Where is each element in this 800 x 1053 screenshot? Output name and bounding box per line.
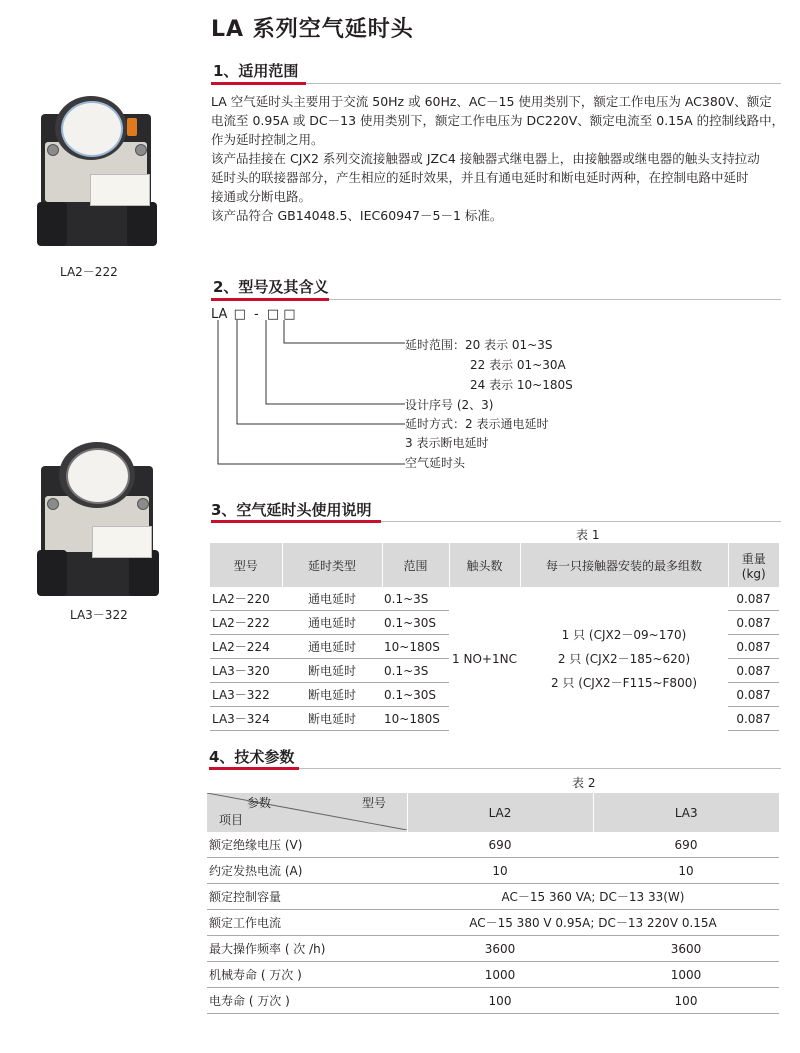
- usage-table: [210, 543, 779, 731]
- cell-la3: 100: [593, 988, 779, 1014]
- table-row: [207, 858, 779, 884]
- connector-design: [266, 320, 405, 404]
- label-range-2: 22 表示 01~30A: [470, 358, 566, 372]
- table-row: [210, 587, 779, 611]
- header-max-groups: 每一只接触器安装的最多组数: [520, 543, 728, 587]
- header-weight-label: 重量: [741, 551, 766, 566]
- label-range-1: 延时范围：20 表示 01~3S: [405, 338, 553, 352]
- section-1-heading: 1、适用范围: [213, 62, 299, 80]
- table-1-caption: 表 1: [576, 528, 600, 542]
- cell-item: 约定发热电流 (A): [207, 858, 407, 884]
- cell-range: 0.1~3S: [382, 659, 449, 683]
- table-2-caption: 表 2: [572, 776, 596, 790]
- cell-type: 通电延时: [282, 635, 382, 659]
- cell-weight: 0.087: [728, 611, 779, 635]
- cell-weight: 0.087: [728, 659, 779, 683]
- cell-type: 断电延时: [282, 707, 382, 731]
- model-code-box-2: □: [266, 307, 280, 322]
- tech-params-table: [207, 793, 779, 1014]
- cell-type: 断电延时: [282, 683, 382, 707]
- cell-weight: 0.087: [728, 587, 779, 611]
- cell-range: 10~180S: [382, 707, 449, 731]
- header-range: 范围: [382, 543, 449, 587]
- section-4-accent: [209, 767, 299, 770]
- header-delay-type: 延时类型: [282, 543, 382, 587]
- label-range-3: 24 表示 10~180S: [470, 378, 573, 392]
- corner-item: 项目: [219, 813, 244, 827]
- cell-range: 0.1~3S: [382, 587, 449, 611]
- model-code-prefix: LA: [211, 307, 228, 322]
- cell-model: LA3－320: [210, 659, 282, 683]
- cell-merged: AC－15 380 V 0.95A; DC－13 220V 0.15A: [407, 910, 779, 936]
- cell-range: 0.1~30S: [382, 611, 449, 635]
- page-title: LA 系列空气延时头: [211, 17, 414, 42]
- label-mode-1: 延时方式：2 表示通电延时: [405, 417, 549, 431]
- cell-merged: AC－15 360 VA; DC－13 33(W): [407, 884, 779, 910]
- cell-range: 0.1~30S: [382, 683, 449, 707]
- product-image-la3: [35, 440, 160, 600]
- label-mode-2: 3 表示断电延时: [405, 436, 489, 450]
- cell-groups: [520, 587, 728, 731]
- cell-model: LA3－324: [210, 707, 282, 731]
- cell-type: 通电延时: [282, 611, 382, 635]
- model-code-connector-lines: [200, 318, 420, 478]
- table-row: [207, 884, 779, 910]
- cell-item: 额定工作电流: [207, 910, 407, 936]
- table-row: [207, 910, 779, 936]
- cell-item: 最大操作频率 ( 次 /h): [207, 936, 407, 962]
- cell-item: 电寿命 ( 万次 ): [207, 988, 407, 1014]
- cell-model: LA2－220: [210, 587, 282, 611]
- image-caption-la3: LA3－322: [70, 608, 128, 622]
- cell-item: 额定绝缘电压 (V): [207, 832, 407, 858]
- model-code-box-3: □: [283, 307, 296, 322]
- header-model: 型号: [210, 543, 282, 587]
- table-row: [207, 962, 779, 988]
- cell-la3: 1000: [593, 962, 779, 988]
- section-3-heading: 3、空气延时头使用说明: [211, 501, 372, 519]
- table-header-row: [207, 793, 779, 832]
- connector-head: [218, 320, 405, 464]
- cell-model: LA2－224: [210, 635, 282, 659]
- cell-la2: 10: [407, 858, 593, 884]
- cell-la2: 100: [407, 988, 593, 1014]
- connector-mode: [237, 320, 405, 424]
- paragraph-line: 接通或分断电路。: [211, 189, 312, 204]
- corner-param: 参数: [247, 796, 272, 810]
- table-row: [207, 988, 779, 1014]
- cell-weight: 0.087: [728, 683, 779, 707]
- cell-weight: 0.087: [728, 707, 779, 731]
- table-row: [207, 832, 779, 858]
- cell-la2: 690: [407, 832, 593, 858]
- header-weight: [728, 543, 779, 587]
- cell-la2: 1000: [407, 962, 593, 988]
- cell-type: 断电延时: [282, 659, 382, 683]
- cell-la2: 3600: [407, 936, 593, 962]
- cell-la3: 3600: [593, 936, 779, 962]
- group-line: 2 只 (CJX2－185~620): [557, 651, 691, 666]
- label-design: 设计序号 (2、3): [405, 398, 494, 412]
- label-head: 空气延时头: [405, 456, 466, 470]
- cell-model: LA3－322: [210, 683, 282, 707]
- image-caption-la2: LA2－222: [60, 265, 118, 279]
- header-la2: LA2: [407, 793, 593, 832]
- section-3-accent: [211, 520, 381, 523]
- paragraph-line: 电流至 0.95A 或 DC－13 使用类别下，额定工作电压为 DC220V、额定电流至 0.15A 的控制线路中，: [211, 113, 785, 128]
- cell-item: 额定控制容量: [207, 884, 407, 910]
- cell-item: 机械寿命 ( 万次 ): [207, 962, 407, 988]
- paragraph-line: LA 空气延时头主要用于交流 50Hz 或 60Hz、AC－15 使用类别下，额定工作电压为 AC380V、额定: [211, 94, 772, 109]
- paragraph-line: 作为延时控制之用。: [211, 132, 324, 147]
- model-code-dash: -: [254, 307, 259, 322]
- cell-contacts: 1 NO+1NC: [452, 651, 517, 666]
- group-line: 1 只 (CJX2－09~170): [561, 627, 687, 642]
- cell-type: 通电延时: [282, 587, 382, 611]
- section-2-heading: 2、型号及其含义: [213, 278, 329, 296]
- model-code-box-1: □: [233, 307, 246, 322]
- cell-range: 10~180S: [382, 635, 449, 659]
- paragraph-line: 延时头的联接器部分，产生相应的延时效果，并且有通电延时和断电延时两种，在控制电路中延时: [211, 170, 749, 185]
- header-corner: [207, 793, 407, 832]
- section-1-body: [211, 92, 786, 225]
- connector-range: [284, 320, 405, 343]
- header-weight-unit: (kg): [741, 566, 766, 581]
- group-line: 2 只 (CJX2－F115~F800): [550, 675, 698, 690]
- section-1-accent: [211, 82, 306, 85]
- paragraph-line: 该产品挂接在 CJX2 系列交流接触器或 JZC4 接触器式继电器上，由接触器或继电器的触头支持拉动: [211, 151, 760, 166]
- cell-la3: 10: [593, 858, 779, 884]
- header-la3: LA3: [593, 793, 779, 832]
- cell-model: LA2－222: [210, 611, 282, 635]
- corner-model: 型号: [362, 796, 387, 810]
- section-2-accent: [211, 298, 329, 301]
- table-header-row: [210, 543, 779, 587]
- product-image-la2: [35, 92, 160, 252]
- paragraph-line: 该产品符合 GB14048.5、IEC60947－5－1 标准。: [211, 208, 503, 223]
- cell-la3: 690: [593, 832, 779, 858]
- header-contacts: 触头数: [449, 543, 520, 587]
- section-4-heading: 4、技术参数: [209, 748, 295, 766]
- cell-weight: 0.087: [728, 635, 779, 659]
- table-row: [207, 936, 779, 962]
